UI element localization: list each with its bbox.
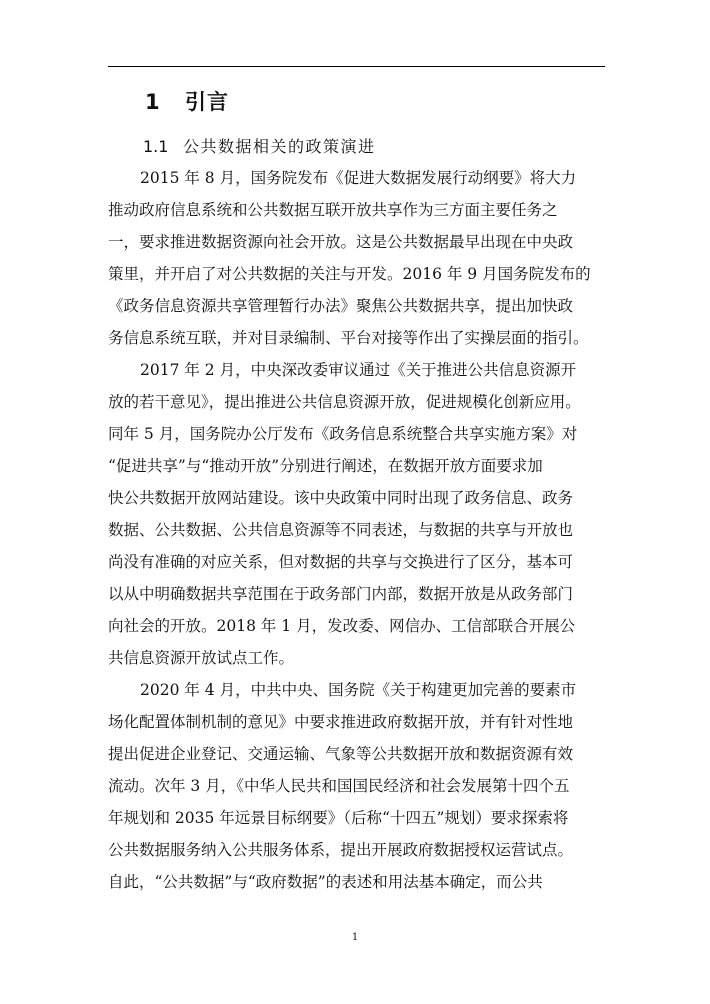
- paragraph-line: 以从中明确数据共享范围在于政务部门内部，数据开放是从政务部门: [108, 585, 574, 603]
- body-text: [108, 162, 605, 898]
- chapter-title-text: 引言: [185, 90, 229, 114]
- page-number: 1: [351, 932, 359, 943]
- chapter-number: 1: [145, 90, 161, 114]
- section-heading: [143, 134, 376, 157]
- header-rule: [108, 66, 605, 67]
- paragraph-line: 2020 年 4 月，中共中央、国务院《关于构建更加完善的要素市: [140, 681, 577, 699]
- paragraph-line: 自此，“公共数据”与“政府数据”的表述和用法基本确定，而公共: [108, 873, 543, 891]
- paragraph-line: 场化配置体制机制的意见》中要求推进政府数据开放，并有针对性地: [108, 713, 574, 731]
- paragraph-line: 公共数据服务纳入公共服务体系，提出开展政府数据授权运营试点。: [108, 841, 574, 859]
- paragraph-line: “促进共享”与“推动开放”分别进行阐述，在数据开放方面要求加: [108, 457, 543, 475]
- paragraph-line: 快公共数据开放网站建设。该中央政策中同时出现了政务信息、政务: [108, 489, 574, 507]
- paragraph-line: 同年 5 月，国务院办公厅发布《政务信息系统整合共享实施方案》对: [108, 425, 578, 443]
- paragraph-line: 推动政府信息系统和公共数据互联开放共享作为三方面主要任务之: [108, 201, 558, 219]
- paragraph-line: 提出促进企业登记、交通运输、气象等公共数据开放和数据资源有效: [108, 745, 574, 763]
- paragraph-line: 数据、公共数据、公共信息资源等不同表述，与数据的共享与开放也: [108, 521, 574, 539]
- paragraph-line: 流动。次年 3 月，《中华人民共和国国民经济和社会发展第十四个五: [108, 777, 570, 795]
- section-number: 1.1: [143, 137, 169, 156]
- paragraph-line: 年规划和 2035 年远景目标纲要》（后称“十四五”规划）要求探索将: [108, 809, 569, 827]
- paragraph-line: 务信息系统互联，并对目录编制、平台对接等作出了实操层面的指引。: [108, 329, 589, 347]
- section-title-text: 公共数据相关的政策演进: [183, 137, 376, 156]
- paragraph-line: 策里，并开启了对公共数据的关注与开发。2016 年 9 月国务院发布的: [108, 265, 591, 283]
- paragraph-line: 2015 年 8 月，国务院发布《促进大数据发展行动纲要》将大力: [140, 169, 577, 187]
- paragraph-line: 一，要求推进数据资源向社会开放。这是公共数据最早出现在中央政: [108, 233, 574, 251]
- paragraph-line: 共信息资源开放试点工作。: [108, 649, 295, 667]
- paragraph-line: 2017 年 2 月，中央深改委审议通过《关于推进公共信息资源开: [140, 361, 577, 379]
- paragraph-line: 向社会的开放。2018 年 1 月，发改委、网信办、工信部联合开展公: [108, 617, 576, 635]
- paragraph-line: 《政务信息资源共享管理暂行办法》聚焦公共数据共享，提出加快政: [108, 297, 574, 315]
- paragraph-line: 放的若干意见》，提出推进公共信息资源开放，促进规模化创新应用。: [108, 393, 581, 411]
- chapter-heading: [145, 86, 229, 116]
- paragraph-line: 尚没有准确的对应关系，但对数据的共享与交换进行了区分，基本可: [108, 553, 574, 571]
